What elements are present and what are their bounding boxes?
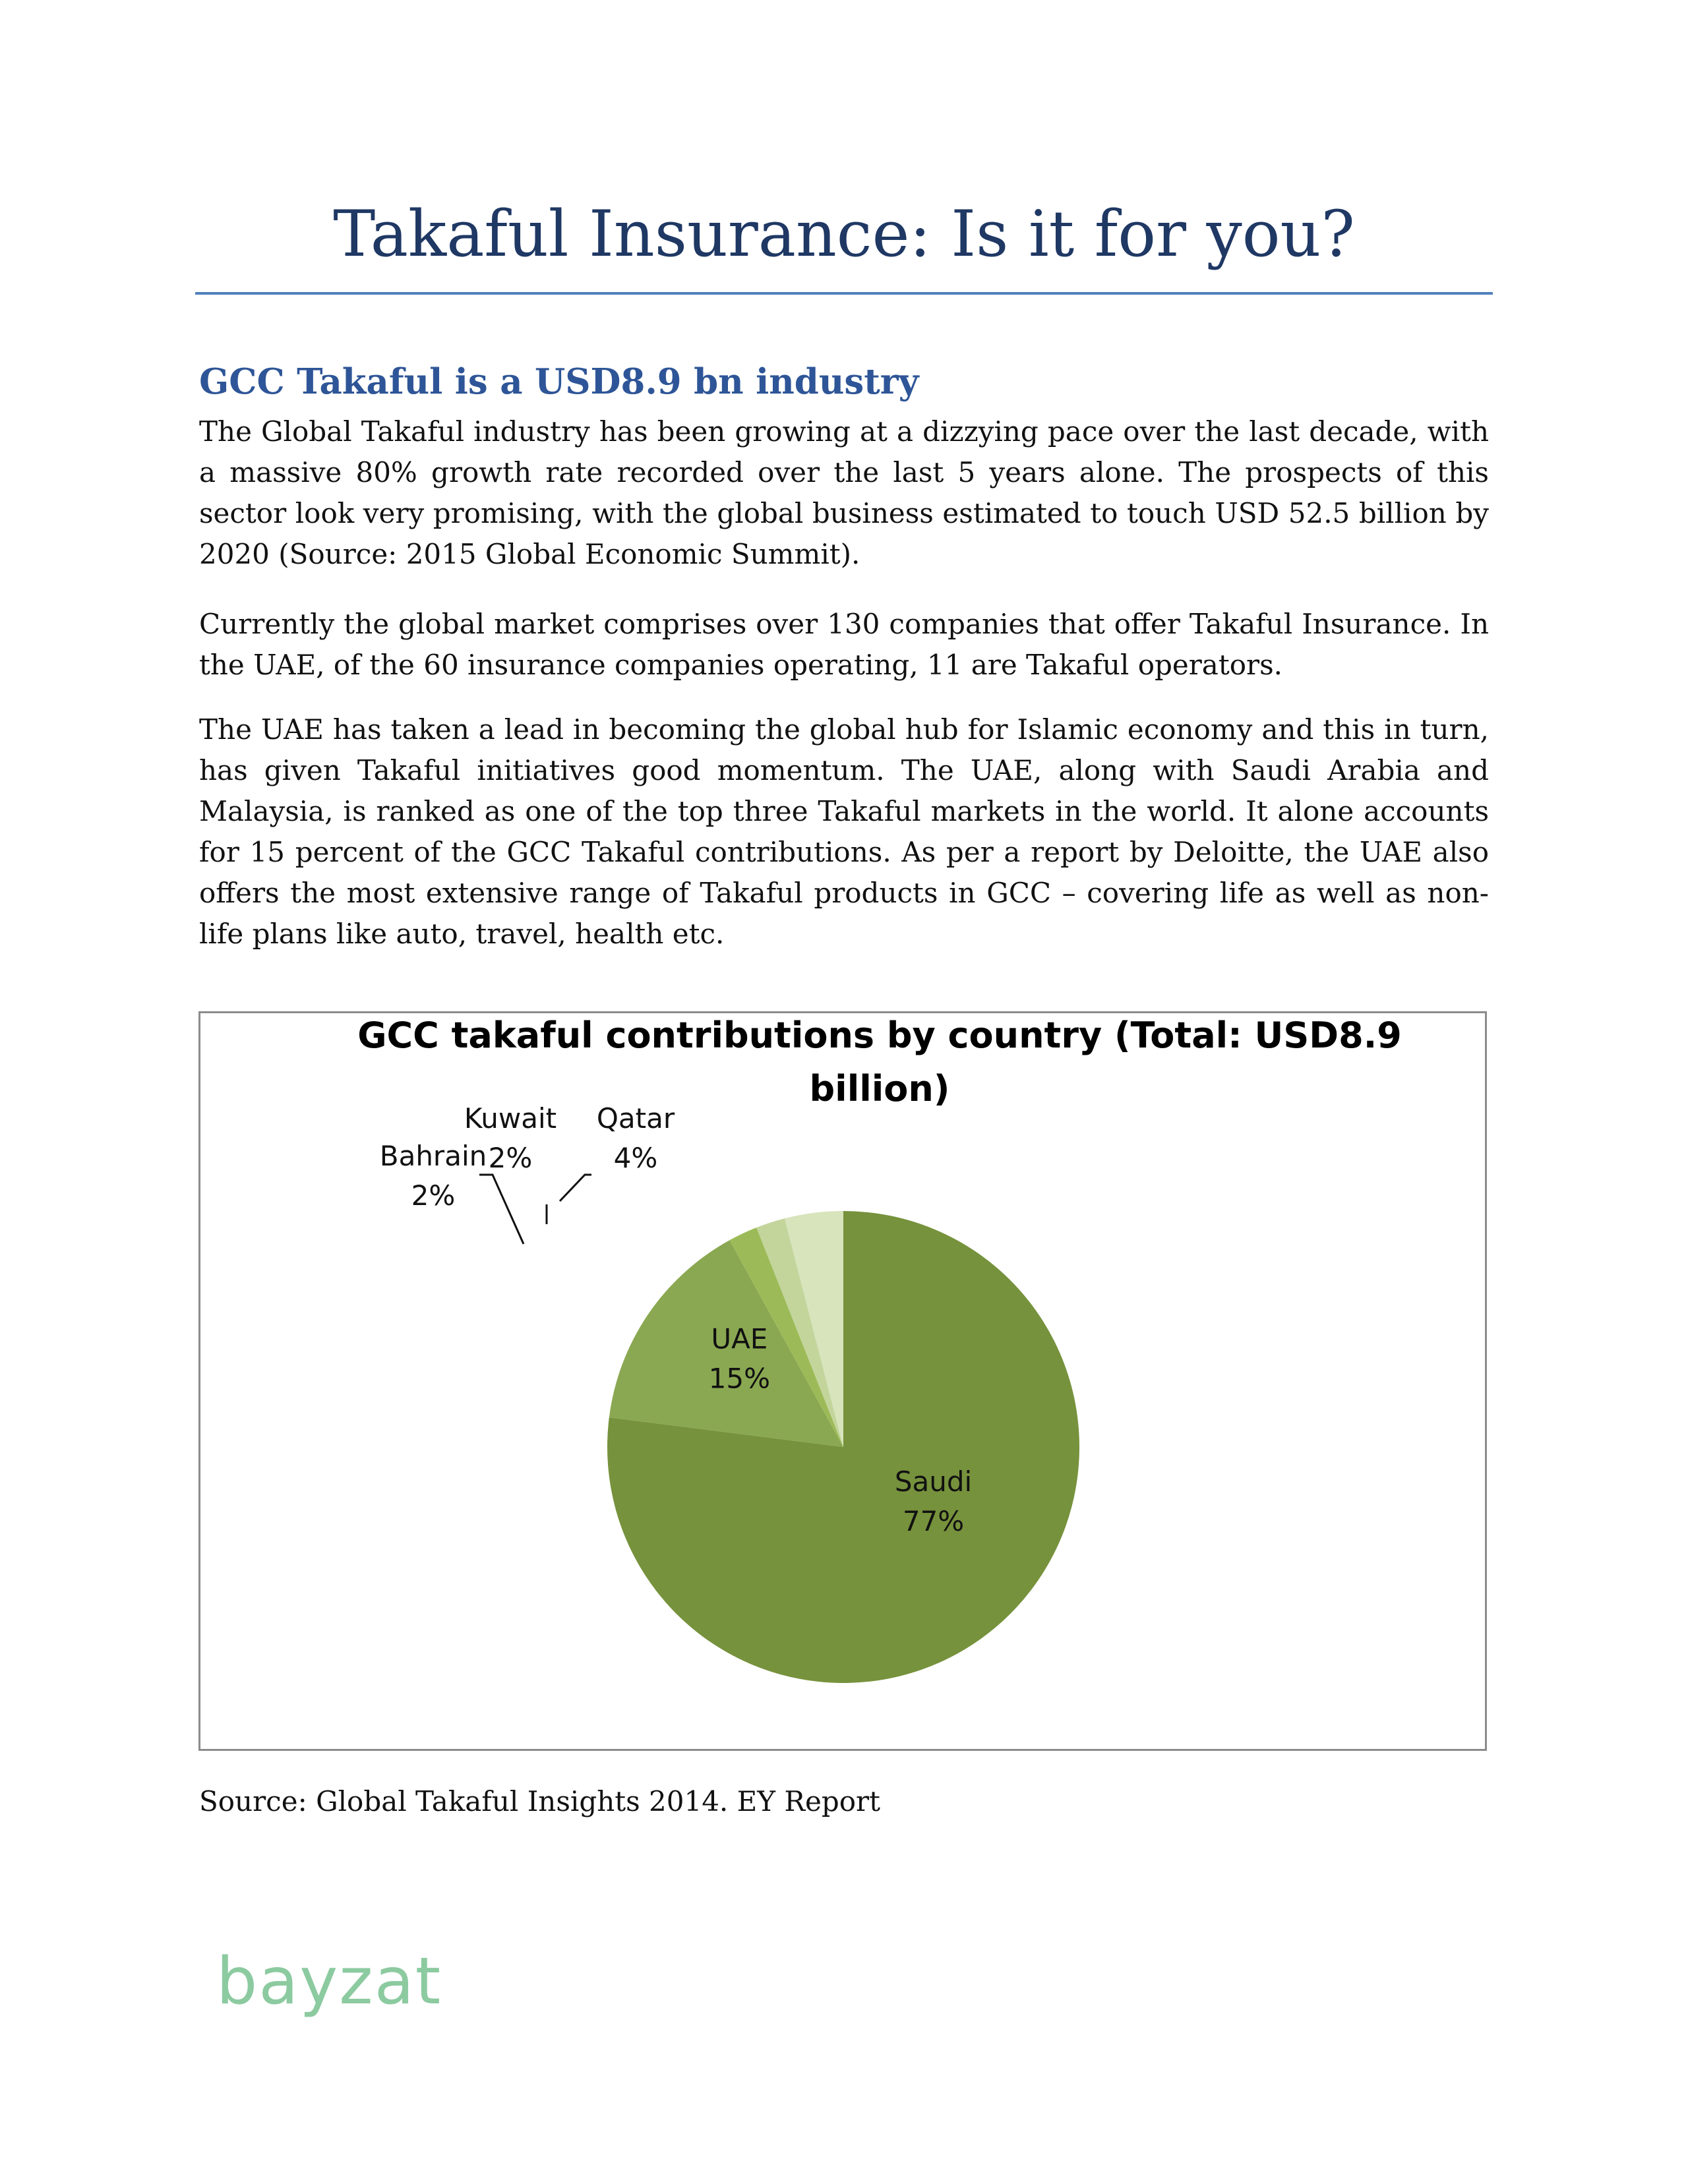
pie-label-qatar: Qatar: [596, 1102, 675, 1135]
page-title: Takaful Insurance: Is it for you?: [333, 197, 1355, 271]
paragraph-growth: The Global Takaful industry has been growing at a dizzying pace over the last decade, with a massive 80% growth rate recorded over the last 5 years alone. The prospects of this sector look very promising, with the global business estimated to touch USD 52.5 billion by 2020 (Source: 2015 Global Economic Summit).: [199, 415, 1489, 570]
title-divider: [195, 292, 1493, 295]
pie-chart-svg: [200, 1013, 1489, 1753]
pie-chart: [198, 1011, 1487, 1751]
pie-value-saudi: 77%: [902, 1504, 965, 1537]
chart-title-line-2: billion): [809, 1068, 950, 1109]
pie-value-kuwait: 2%: [488, 1142, 533, 1174]
leader-line-bahrain: [479, 1175, 524, 1244]
paragraph-uae: The UAE has taken a lead in becoming the global hub for Islamic economy and this in turn, has given Takaful initiatives good momentum. The UAE, along with Saudi Arabia and Malaysia, is ranked as one of the top three Takaful markets in the world. It alone accounts for 15 percent of the GCC Takaful contributions. As per a report by Deloitte, the UAE also offers the most extensive range of Takaful products in GCC – covering life as well as non-life plans like auto, travel, health etc.: [199, 713, 1489, 950]
bayzat-logo: bayzat: [216, 1944, 442, 2019]
pie-value-uae: 15%: [708, 1362, 771, 1395]
pie-label-uae: UAE: [711, 1322, 768, 1355]
chart-source: Source: Global Takaful Insights 2014. EY Report: [199, 1785, 880, 1817]
pie-label-bahrain: Bahrain: [379, 1140, 487, 1172]
pie-label-saudi: Saudi: [894, 1465, 973, 1498]
leader-line-qatar: [560, 1175, 591, 1201]
chart-title-line-1: GCC takaful contributions by country (Total: USD8.9: [357, 1015, 1402, 1056]
pie-label-kuwait: Kuwait: [464, 1102, 557, 1135]
section-heading: GCC Takaful is a USD8.9 bn industry: [199, 361, 919, 402]
paragraph-market: Currently the global market comprises over 130 companies that offer Takaful Insurance. In the UAE, of the 60 insurance companies operating, 11 are Takaful operators.: [199, 608, 1489, 681]
pie-value-qatar: 4%: [613, 1142, 658, 1174]
pie-value-bahrain: 2%: [411, 1179, 456, 1212]
